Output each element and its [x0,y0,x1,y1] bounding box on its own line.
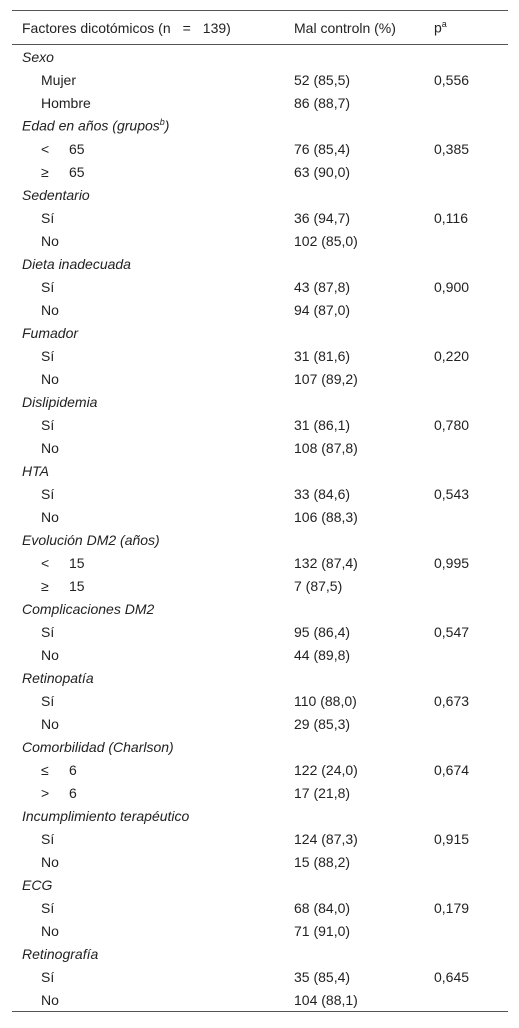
table-row [12,367,508,390]
row-label: No [41,370,59,387]
header-factors: Factores dicotómicos (n = 139) [22,19,231,36]
table-row [12,551,508,574]
row-label: Sí [41,830,55,847]
table-row [12,413,508,436]
table-row [12,758,508,781]
row-label: < 15 [41,554,85,571]
row-poor-control-value: 110 (88,0) [294,692,357,709]
row-p-value [434,160,508,183]
row-poor-control-value: 52 (85,5) [294,71,351,88]
dichotomous-factors-table [12,10,508,1012]
row-poor-control-value: 106 (88,3) [294,508,358,525]
table-row [12,574,508,597]
row-label: Sí [41,623,55,640]
row-poor-control-value: 15 (88,2) [294,853,351,870]
comparison-symbol: ≤ [41,761,49,778]
row-p-value [434,712,508,735]
row-label: No [41,508,59,525]
row-p-value: 0,179 [434,899,470,916]
row-poor-control-value: 68 (84,0) [294,899,351,916]
group-row [12,390,508,413]
row-label: Sí [41,278,55,295]
row-label: No [41,922,59,939]
group-label: Sedentario [22,186,90,203]
group-row [12,321,508,344]
row-label: No [41,439,59,456]
row-p-value [434,91,508,114]
table-row [12,137,508,160]
table-row [12,919,508,942]
row-label: No [41,715,59,732]
row-p-value: 0,556 [434,71,470,88]
table-row [12,275,508,298]
row-label: Sí [41,692,55,709]
comparison-symbol: ≥ [41,163,49,180]
table-row [12,160,508,183]
table-body [12,45,508,1012]
row-poor-control-value: 17 (21,8) [294,784,351,801]
row-label: Sí [41,416,55,433]
header-p-value: $p^a$ [434,19,447,36]
row-label: > 6 [41,784,77,801]
row-poor-control-value: 29 (85,3) [294,715,351,732]
comparison-symbol: > [41,784,50,801]
row-label: ≥ 15 [41,577,85,594]
group-row [12,183,508,206]
row-label: Sí [41,347,55,364]
row-poor-control-value: 132 (87,4) [294,554,358,571]
row-label: ≤ 6 [41,761,77,778]
group-label: HTA [22,462,49,479]
table-row [12,643,508,666]
header-poor-control: Mal controln (%) [294,19,396,36]
row-p-value [434,781,508,804]
comparison-symbol: ≥ [41,577,49,594]
row-poor-control-value: 76 (85,4) [294,140,351,157]
group-label: Edad en años (grupos$^b$) [22,117,170,134]
row-p-value: 0,116 [434,209,468,226]
row-poor-control-value: 104 (88,1) [294,991,358,1008]
row-label: No [41,991,59,1008]
row-p-value [434,436,508,459]
row-poor-control-value: 124 (87,3) [294,830,358,847]
row-label: Mujer [41,71,77,88]
row-label: No [41,232,59,249]
row-p-value [434,919,508,942]
group-row [12,942,508,965]
row-p-value: 0,995 [434,554,470,571]
table-row [12,620,508,643]
table-header-row [12,11,508,45]
group-label: Complicaciones DM2 [22,600,155,617]
row-poor-control-value: 95 (86,4) [294,623,351,640]
group-label: Incumplimiento terapéutico [22,807,190,824]
row-poor-control-value: 7 (87,5) [294,577,343,594]
row-poor-control-value: 36 (94,7) [294,209,351,226]
row-p-value [434,229,508,252]
table-row [12,298,508,321]
row-label: Sí [41,209,55,226]
row-p-value: 0,645 [434,968,470,985]
table-row [12,68,508,91]
group-label: Evolución DM2 (años) [22,531,160,548]
table-row [12,850,508,873]
row-poor-control-value: 94 (87,0) [294,301,351,318]
group-row [12,873,508,896]
group-label: Dislipidemia [22,393,98,410]
row-p-value [434,367,508,390]
group-label: Dieta inadecuada [22,255,131,272]
row-p-value [434,574,508,597]
table-row [12,91,508,114]
row-poor-control-value: 44 (89,8) [294,646,351,663]
table-row [12,505,508,528]
row-label: Sí [41,899,55,916]
row-poor-control-value: 102 (85,0) [294,232,358,249]
table-row [12,896,508,919]
row-poor-control-value: 122 (24,0) [294,761,358,778]
row-p-value [434,298,508,321]
row-poor-control-value: 31 (86,1) [294,416,351,433]
row-poor-control-value: 86 (88,7) [294,94,351,111]
table-row [12,482,508,505]
row-p-value [434,505,508,528]
row-p-value: 0,547 [434,623,470,640]
row-p-value [434,988,508,1012]
group-row [12,804,508,827]
row-label: < 65 [41,140,85,157]
row-poor-control-value: 63 (90,0) [294,163,351,180]
row-label: Hombre [41,94,91,111]
row-p-value: 0,220 [434,347,470,364]
table-row [12,344,508,367]
group-row [12,597,508,620]
group-row [12,114,508,137]
comparison-symbol: < [41,554,50,571]
row-poor-control-value: 108 (87,8) [294,439,358,456]
group-row [12,666,508,689]
group-row [12,528,508,551]
row-label: No [41,301,59,318]
row-poor-control-value: 31 (81,6) [294,347,351,364]
table-row [12,206,508,229]
row-p-value [434,643,508,666]
table-row [12,436,508,459]
table-row [12,781,508,804]
group-row [12,252,508,275]
row-p-value: 0,915 [434,830,470,847]
row-p-value: 0,780 [434,416,470,433]
table-row [12,965,508,988]
group-label: Comorbilidad (Charlson) [22,738,174,755]
row-poor-control-value: 71 (91,0) [294,922,351,939]
row-p-value [434,850,508,873]
row-p-value: 0,900 [434,278,470,295]
table-row [12,712,508,735]
group-label: ECG [22,876,53,893]
table-row [12,229,508,252]
results-table-container [12,10,508,1012]
row-poor-control-value: 43 (87,8) [294,278,351,295]
group-row [12,45,508,69]
row-p-value: 0,385 [434,140,470,157]
group-label: Retinopatía [22,669,94,686]
row-label: ≥ 65 [41,163,85,180]
row-label: Sí [41,968,55,985]
row-label: Sí [41,485,55,502]
row-poor-control-value: 33 (84,6) [294,485,351,502]
row-p-value: 0,674 [434,761,470,778]
row-p-value: 0,543 [434,485,470,502]
row-p-value: 0,673 [434,692,470,709]
group-label: Fumador [22,324,79,341]
row-poor-control-value: 35 (85,4) [294,968,351,985]
table-row [12,988,508,1012]
row-poor-control-value: 107 (89,2) [294,370,358,387]
group-row [12,735,508,758]
group-row [12,459,508,482]
table-row [12,689,508,712]
group-label: Sexo [22,48,54,65]
row-label: No [41,646,59,663]
group-label: Retinografía [22,945,99,962]
comparison-symbol: < [41,140,50,157]
row-label: No [41,853,59,870]
table-row [12,827,508,850]
